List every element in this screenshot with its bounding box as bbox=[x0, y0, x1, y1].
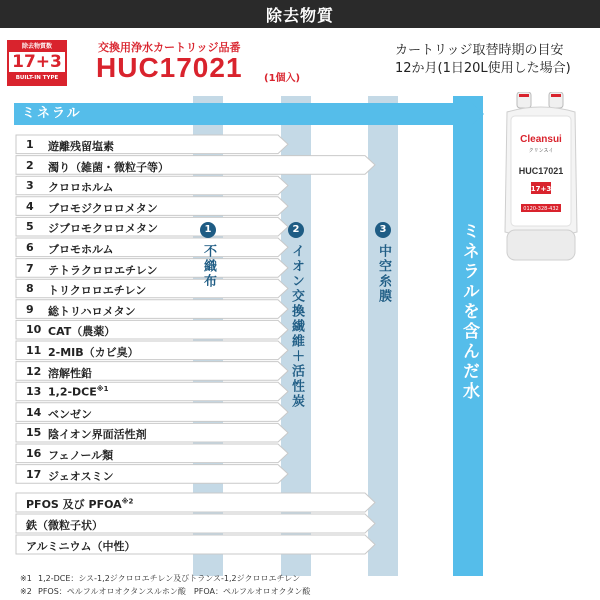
substance-name bbox=[48, 200, 158, 216]
badge-count: 17+3 bbox=[12, 52, 62, 72]
cartridge-image bbox=[497, 92, 585, 272]
substance-number: 3 bbox=[26, 179, 34, 193]
svg-text:17+3: 17+3 bbox=[530, 185, 552, 193]
substance-number: 16 bbox=[26, 447, 42, 460]
substance-number: 12 bbox=[26, 364, 42, 378]
substance-name-text: ベンゼン bbox=[48, 407, 92, 421]
page-title: 除去物質 bbox=[265, 5, 334, 25]
svg-text:HUC17021: HUC17021 bbox=[518, 166, 564, 176]
substance-name-text: ジブロモクロロメタン bbox=[48, 222, 158, 236]
substance-name-text: 遊離残留塩素 bbox=[48, 140, 114, 153]
filter-step-label: 中空糸膜 bbox=[376, 244, 391, 304]
mineral-water-label: ミネラルを含んだ水 bbox=[459, 222, 479, 402]
substance-name bbox=[48, 344, 139, 360]
badge-bottom-label: BUILT-IN TYPE bbox=[9, 72, 65, 84]
substance-name bbox=[48, 303, 136, 319]
substance-name bbox=[48, 385, 108, 399]
substance-number: 4 bbox=[26, 199, 34, 213]
mineral-arrow bbox=[14, 103, 484, 125]
substance-number: 6 bbox=[26, 241, 34, 254]
substance-name bbox=[48, 262, 158, 278]
footnotes bbox=[20, 572, 310, 598]
product-caption: 交換用浄水カートリッジ品番 bbox=[98, 41, 241, 54]
substance-number: 5 bbox=[26, 220, 34, 234]
timing-line-2: 12か月(1日20L使用した場合) bbox=[395, 61, 571, 76]
filter-step-label: 不織布 bbox=[201, 244, 216, 289]
substance-name-text: 1,2-DCE bbox=[48, 385, 97, 399]
substance-number: 10 bbox=[26, 323, 42, 337]
extra-substance-name bbox=[26, 517, 103, 533]
substance-number: 1 bbox=[26, 138, 34, 151]
product-unit: (1個入) bbox=[264, 73, 301, 84]
substance-name bbox=[48, 241, 114, 257]
substance-name bbox=[48, 323, 115, 339]
substance-name-text: ジェオスミン bbox=[48, 469, 114, 483]
footnote-2: ※2 PFOS：ペルフルオロオクタンスルホン酸 PFOA：ペルフルオロオクタン酸 bbox=[20, 587, 311, 596]
substance-number: 7 bbox=[26, 261, 34, 275]
substance-name bbox=[48, 159, 169, 175]
extra-substance-text: 鉄（微粒子状） bbox=[26, 519, 103, 532]
filter-step-number: 1 bbox=[200, 222, 216, 238]
substance-name-text: テトラクロロエチレン bbox=[48, 263, 158, 277]
substance-name-text: ブロモホルム bbox=[48, 243, 114, 256]
substance-name bbox=[48, 282, 146, 298]
substance-name bbox=[48, 426, 147, 442]
substance-name-text: 2-MIB（カビ臭） bbox=[48, 346, 139, 359]
product-model: HUC17021 bbox=[96, 52, 243, 83]
substance-name-text: クロロホルム bbox=[48, 181, 114, 195]
substance-number: 11 bbox=[26, 344, 42, 357]
substance-name bbox=[48, 468, 114, 484]
substance-name bbox=[48, 220, 158, 236]
mineral-label: ミネラル bbox=[22, 106, 82, 121]
substance-name-text: CAT（農薬） bbox=[48, 325, 116, 339]
extra-substance-name bbox=[26, 496, 133, 512]
filter-step-number: 3 bbox=[375, 222, 391, 238]
badge-top-label: 除去物質数 bbox=[9, 42, 65, 52]
filter-step-number: 2 bbox=[288, 222, 304, 238]
timing-line-1: カートリッジ取替時期の目安 bbox=[395, 43, 564, 58]
substance-name-text: 陰イオン界面活性剤 bbox=[48, 428, 147, 442]
extra-substance-name bbox=[26, 538, 135, 554]
substance-name-text: 溶解性鉛 bbox=[48, 366, 92, 380]
substance-number: 14 bbox=[26, 405, 42, 419]
footnote-1: ※1 1,2-DCE：シス-1,2ジクロロエチレン及びトランス-1,2ジクロロエチレン bbox=[20, 574, 301, 583]
substance-name bbox=[48, 406, 92, 422]
footnote-ref: ※2 bbox=[121, 497, 134, 506]
substance-number: 17 bbox=[26, 467, 42, 481]
substance-name-text: トリクロロエチレン bbox=[48, 284, 147, 298]
svg-text:0120-328-432: 0120-328-432 bbox=[523, 206, 559, 212]
substance-number: 2 bbox=[26, 158, 34, 172]
filter-step-label: イオン交換繊維＋活性炭 bbox=[289, 244, 304, 409]
substance-name-text: 濁り（雑菌・微粒子等） bbox=[48, 160, 169, 174]
substance-number: 8 bbox=[26, 282, 34, 296]
svg-text:クリンスイ: クリンスイ bbox=[528, 148, 554, 154]
footnote-ref: ※1 bbox=[96, 385, 109, 394]
substance-name bbox=[48, 138, 114, 154]
substance-name bbox=[48, 365, 92, 381]
substance-number: 15 bbox=[26, 426, 42, 440]
substance-number: 9 bbox=[26, 302, 34, 316]
substance-name bbox=[48, 447, 113, 463]
substance-name-text: ブロモジクロロメタン bbox=[48, 201, 158, 215]
extra-substance-text: PFOS 及び PFOA bbox=[26, 498, 122, 511]
substance-number: 13 bbox=[26, 385, 42, 399]
substance-name bbox=[48, 179, 114, 195]
svg-text:Cleansui: Cleansui bbox=[520, 134, 562, 145]
substance-name-text: 総トリハロメタン bbox=[48, 304, 136, 318]
extra-substance-text: アルミニウム（中性） bbox=[26, 540, 136, 553]
substance-name-text: フェノール類 bbox=[48, 449, 114, 462]
